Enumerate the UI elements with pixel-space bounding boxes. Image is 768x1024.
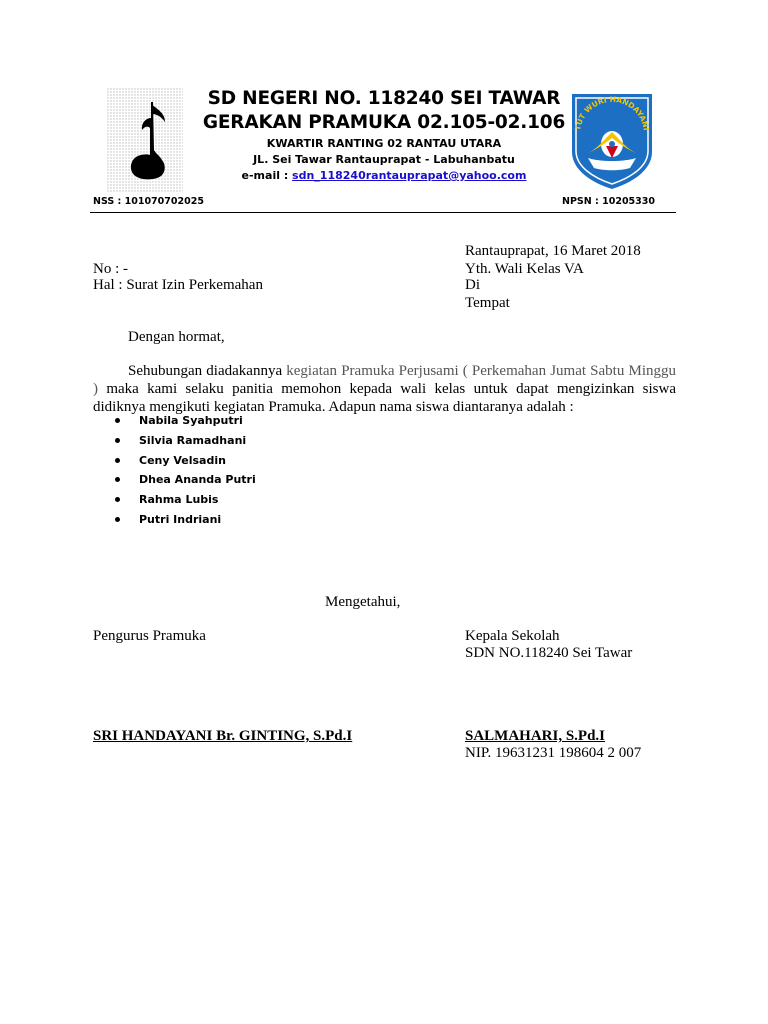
- right-signatory-title: Kepala Sekolah: [465, 628, 560, 644]
- tut-wuri-handayani-logo: [566, 88, 658, 191]
- left-signatory-title: Pengurus Pramuka: [93, 628, 206, 644]
- kwartir-line: KWARTIR RANTING 02 RANTAU UTARA: [266, 137, 502, 150]
- movement-name: GERAKAN PRAMUKA 02.105-02.106: [202, 112, 566, 133]
- student-list-item: Nabila Syahputri: [113, 411, 256, 431]
- student-list-item: Ceny Velsadin: [113, 451, 256, 471]
- student-list-item: Dhea Ananda Putri: [113, 470, 256, 490]
- body-paragraph: [93, 362, 676, 416]
- paragraph-part-2: kegiatan Pramuka Perjusami ( Perkemahan Jumat Sabtu Minggu ): [93, 363, 676, 397]
- header-divider: [90, 212, 676, 213]
- svg-text:TUT WURI HANDAYANI: TUT WURI HANDAYANI: [573, 94, 651, 132]
- student-list-item: Putri Indriani: [113, 510, 256, 530]
- email-line: [200, 168, 568, 183]
- paragraph-part-3: maka kami selaku panitia memohon kepada wali kelas untuk dapat mengizinkan siswa didiknya mengikuti kegiatan Pramuka. Adapun nama siswa diantaranya adalah :: [93, 381, 676, 415]
- student-list-item: Silvia Ramadhani: [113, 431, 256, 451]
- letter-number: No : -: [93, 261, 128, 277]
- nss-number: NSS : 101070702025: [93, 196, 204, 207]
- right-signatory-nip: NIP. 19631231 198604 2 007: [465, 745, 642, 761]
- right-signatory-name: SALMAHARI, S.Pd.I: [465, 728, 606, 744]
- recipient-at: Di: [465, 277, 480, 293]
- student-list: [113, 411, 256, 530]
- email-label: e-mail :: [241, 169, 293, 182]
- npsn-number: NPSN : 10205330: [562, 196, 656, 207]
- address-line: JL. Sei Tawar Rantauprapat - Labuhanbatu: [253, 153, 515, 166]
- recipient: Yth. Wali Kelas VA: [465, 261, 584, 277]
- student-list-item: Rahma Lubis: [113, 490, 256, 510]
- paragraph-part-1: Sehubungan diadakannya: [128, 363, 287, 379]
- pramuka-logo: [107, 88, 183, 193]
- recipient-place: Tempat: [465, 295, 510, 311]
- acknowledged-label: Mengetahui,: [325, 594, 401, 610]
- letter-subject: Hal : Surat Izin Perkemahan: [93, 277, 263, 293]
- left-signatory-name: SRI HANDAYANI Br. GINTING, S.Pd.I: [93, 728, 353, 744]
- greeting: Dengan hormat,: [128, 329, 225, 345]
- place-date: Rantauprapat, 16 Maret 2018: [465, 243, 641, 259]
- email-link[interactable]: sdn_118240rantauprapat@yahoo.com: [292, 169, 527, 182]
- school-name: SD NEGERI NO. 118240 SEI TAWAR: [207, 88, 561, 109]
- right-signatory-org: SDN NO.118240 Sei Tawar: [465, 645, 633, 661]
